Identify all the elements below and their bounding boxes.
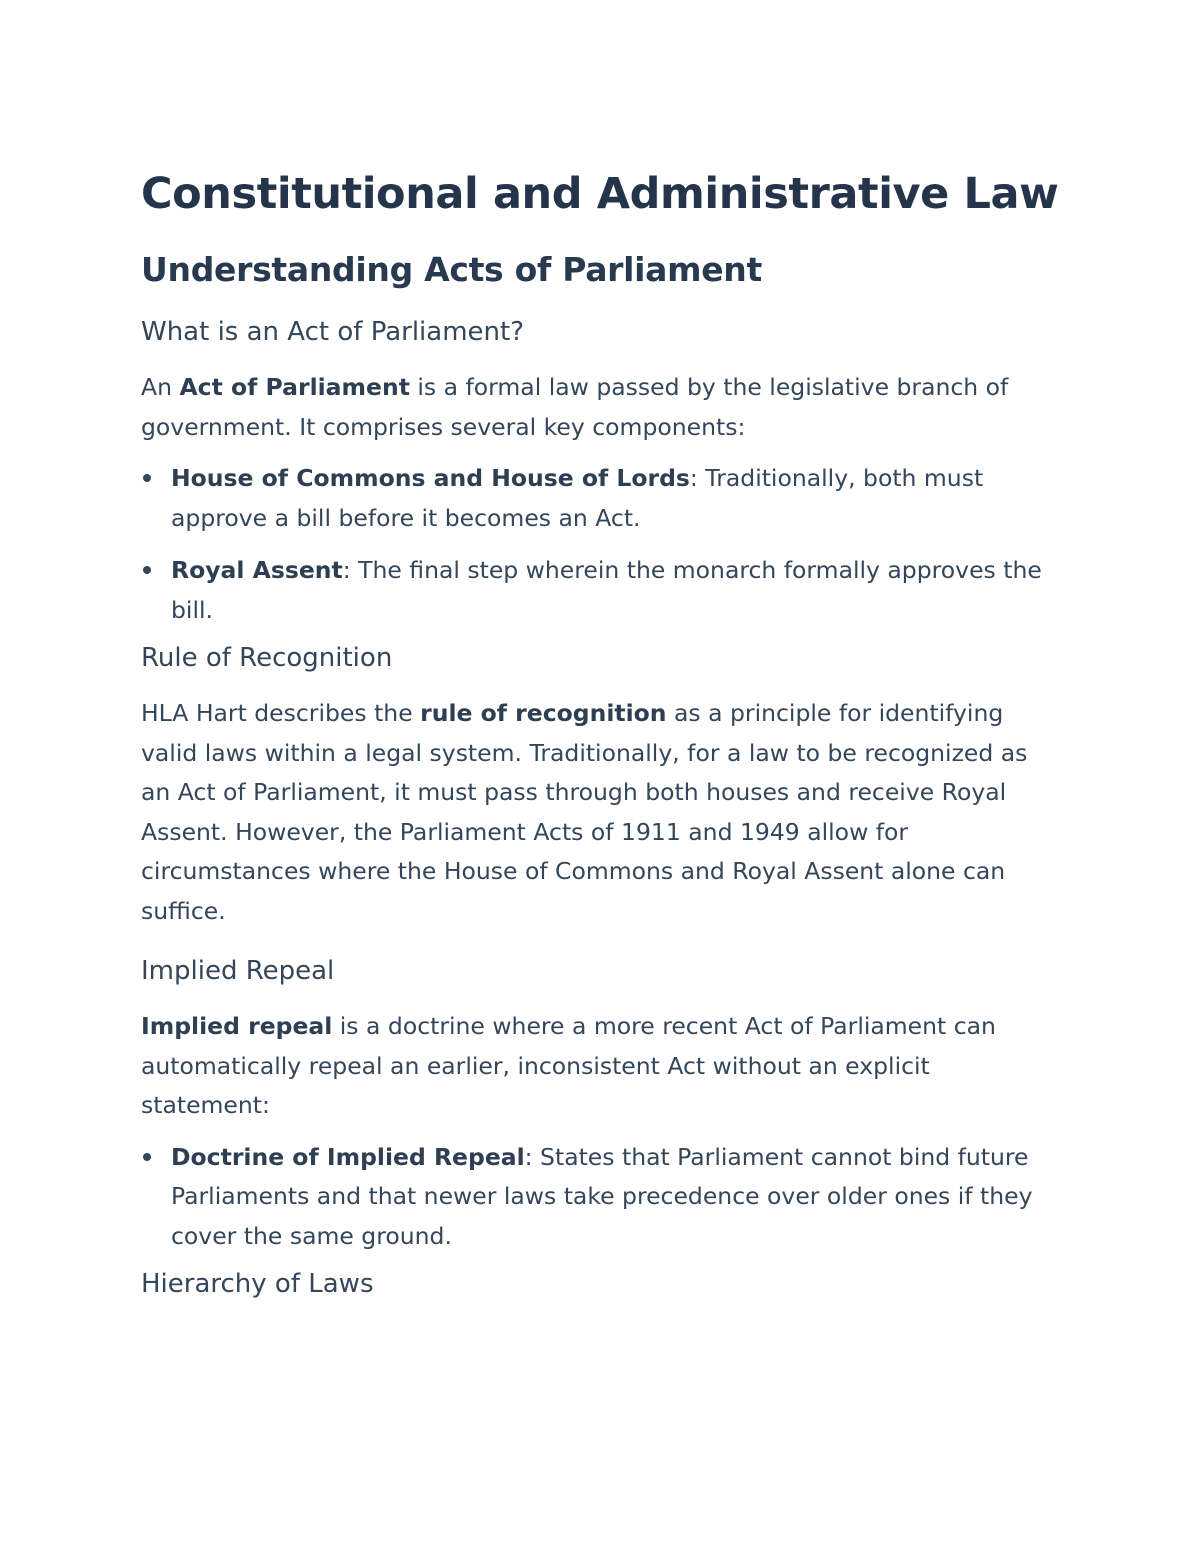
paragraph-act-definition: An Act of Parliament is a formal law passed by the legislative branch of government. It comprises several key components: [141, 373, 1009, 441]
document-page [141, 166, 1061, 1302]
paragraph-implied-repeal: Implied repeal is a doctrine where a more recent Act of Parliament can automatically repeal an earlier, inconsistent Act without an explicit statement: [141, 1012, 996, 1119]
bullet-icon [143, 474, 151, 482]
term-act-of-parliament: Act of Parliament [179, 373, 410, 401]
implied-repeal-list [141, 1138, 1061, 1257]
term-implied-repeal: Implied repeal [141, 1012, 333, 1040]
list-item: House of Commons and House of Lords: Traditionally, both must approve a bill before it becomes an Act. [141, 459, 1061, 538]
document-title: Constitutional and Administrative Law [141, 169, 1059, 219]
paragraph-rule-of-recognition: HLA Hart describes the rule of recognition as a principle for identifying valid laws within a legal system. Traditionally, for a law to be recognized as an Act of Parliament, it must pass through both houses and receive Royal Assent. However, the Parliament Acts of 1911 and 1949 allow for circumstances where the House of Commons and Royal Assent alone can suffice. [141, 699, 1028, 925]
term-rule-of-recognition: rule of recognition [420, 699, 667, 727]
subheading-what-is-act: What is an Act of Parliament? [141, 317, 525, 347]
bullet-icon [143, 566, 151, 574]
components-list [141, 459, 1061, 630]
list-item: Royal Assent: The final step wherein the monarch formally approves the bill. [141, 551, 1061, 630]
section-heading: Understanding Acts of Parliament [141, 250, 762, 289]
subheading-implied-repeal: Implied Repeal [141, 956, 335, 986]
subheading-rule-of-recognition: Rule of Recognition [141, 643, 393, 673]
list-item: Doctrine of Implied Repeal: States that Parliament cannot bind future Parliaments and that newer laws take precedence over older ones if they cover the same ground. [141, 1138, 1061, 1257]
bullet-icon [143, 1153, 151, 1161]
subheading-hierarchy-of-laws: Hierarchy of Laws [141, 1269, 374, 1299]
